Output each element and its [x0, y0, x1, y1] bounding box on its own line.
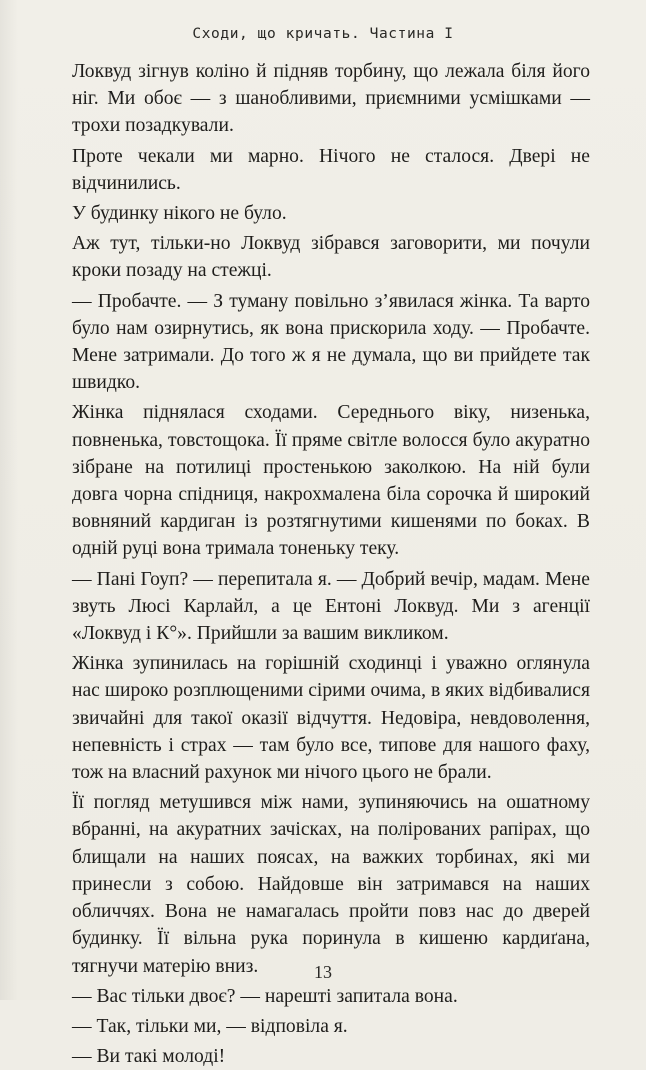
paragraph: Локвуд зігнув коліно й підняв торбину, що лежала біля його ніг. Ми обоє — з шанобливими, приємними усмішками — трохи позадкували. — [72, 61, 590, 137]
page-number: 13 — [314, 962, 332, 982]
paragraph: — Пані Гоуп? — перепитала я. — Добрий вечір, мадам. Мене звуть Люсі Карлайл, а це Ентоні Локвуд. Ми з агенції «Локвуд і К°». Прийшли за вашим викликом. — [72, 568, 590, 645]
paragraph: — Вас тільки двоє? — нарешті запитала вона. — [72, 985, 458, 1007]
paragraph: — Пробачте. — З туману повільно з’явилася жінка. Та варто було нам озирнутись, як вона прискорила ходу. — Пробачте. Мене затримали. До того ж я не думала, що ви прийдете так швидко. — [72, 290, 590, 394]
paragraph: — Так, тільки ми, — відповіла я. — [72, 1015, 348, 1037]
paragraph: Жінка піднялася сходами. Середнього віку, низенька, повненька, товстощока. Її пряме світле волосся було акуратно зібране на потилиці простенькою заколкою. На ній були довга чорна спідниця, накрохмалена біла сорочка й широкий вовняний кардиган із розтягнутими кишенями по боках. В одній руці вона тримала тоненьку теку. — [72, 402, 590, 560]
paragraph: — Ви такі молоді! — [72, 1046, 226, 1068]
body-text — [72, 58, 590, 1070]
running-head: Сходи, що кричать. Частина І — [192, 26, 454, 42]
paragraph: Проте чекали ми марно. Нічого не сталося. Двері не відчинились. — [72, 145, 590, 194]
paragraph: Жінка зупинилась на горішній сходинці і уважно оглянула нас широко розплющеними сірими очима, в яких відбивалися звичайні для такої оказії відчуття. Недовіра, невдоволення, непевність і страх — там було все, типове для нашого фаху, тож на власний рахунок ми нічого цього не брали. — [72, 653, 590, 784]
paragraph: Її погляд метушився між нами, зупиняючись на ошатному вбранні, на акуратних зачісках, на полірованих рапірах, що блищали на наших поясах, на важких торбинах, які ми принесли з собою. Найдовше він затримався на наших обличчях. Вона не намагалась пройти повз нас до дверей будинку. Її вільна рука поринула в кишеню кардиґана, тягнучи матерію вниз. — [72, 792, 590, 977]
paragraph: Аж тут, тільки-но Локвуд зібрався заговорити, ми почули кроки позаду на стежці. — [72, 233, 590, 282]
paragraph: У будинку нікого не було. — [72, 203, 287, 225]
